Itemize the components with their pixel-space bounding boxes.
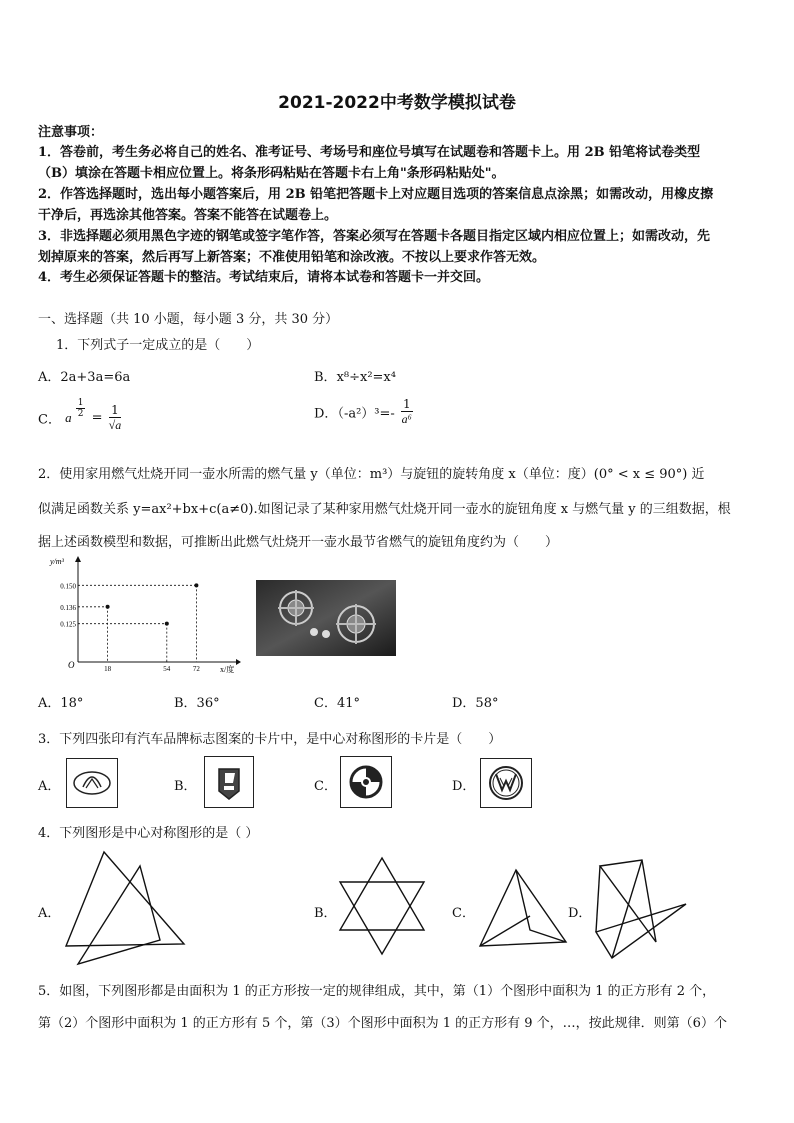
gas-stove-image: [256, 580, 396, 656]
q4-figure-c: [476, 868, 572, 954]
x-tick-label: 18: [104, 665, 112, 673]
x-tick-label: 54: [163, 665, 171, 673]
data-point: [194, 583, 198, 587]
q3-card-a: [66, 758, 118, 808]
q4-figure-a: [60, 850, 188, 970]
notice-line: 2．作答选择题时，选出每小题答案后，用 2B 铅笔把答题卡上对应题目选项的答案信息点涂黑；如需改动，用橡皮擦: [38, 187, 714, 202]
q4-figure-b: [334, 856, 430, 956]
q5-line: 第（2）个图形中面积为 1 的正方形有 5 个，第（3）个图形中面积为 1 的正方形有 9 个，…，按此规律．则第（6）个: [38, 1016, 727, 1031]
q2-line: 似满足函数关系 y=ax²+bx+c(a≠0).如图记录了某种家用燃气灶烧开同一壶水的旋钮角度 x 与燃气量 y 的三组数据，根: [38, 502, 731, 517]
q4-label-a: A．: [38, 906, 61, 921]
q1-option-d: [314, 398, 415, 426]
q1-option-a: A．2a+3a=6a: [38, 370, 131, 385]
notice-line: 4．考生必须保证答题卡的整洁。考试结束后，请将本试卷和答题卡一并交回。: [38, 270, 490, 285]
x-axis-label: x/度: [220, 665, 235, 674]
q1-c-exp-denominator: 2: [77, 409, 84, 419]
q1-option-d-expr: （-a²）³=-: [337, 406, 395, 422]
notice-line: 3．非选择题必须用黑色字迹的钢笔或签字笔作答，答案必须写在答题卡各题目指定区域内相应位置上；如需改动，先: [38, 229, 711, 244]
q1-option-d-label: D．: [314, 406, 338, 422]
x-tick-label: 72: [192, 665, 200, 673]
logo-b-icon: [205, 757, 253, 807]
q1-c-equals: =: [91, 410, 103, 426]
data-point: [106, 605, 110, 609]
page-title: 2021-2022中考数学模拟试卷: [278, 93, 516, 113]
q3-card-c: [340, 756, 392, 808]
q4-label-b: B．: [314, 906, 337, 921]
q3-card-d: [480, 758, 532, 808]
q1-option-c: [38, 398, 123, 432]
y-tick-label: 0.125: [60, 620, 76, 629]
logo-d-icon: [481, 759, 531, 807]
q3-label-d: D．: [452, 779, 476, 794]
q1-c-exp-numerator: 1: [77, 398, 84, 408]
section-heading: 一、选择题（共 10 小题，每小题 3 分，共 30 分）: [38, 312, 339, 327]
q4-figure-d: [592, 858, 692, 962]
q3-label-b: B．: [174, 779, 197, 794]
knob-right: [322, 630, 330, 638]
q1-stem: 1．下列式子一定成立的是（ ）: [56, 338, 260, 353]
y-axis-label: y/m³: [50, 557, 64, 566]
q1-c-base: a: [65, 409, 72, 425]
q4-label-d: D．: [568, 906, 592, 921]
data-point: [165, 622, 169, 626]
q2-line: 2．使用家用燃气灶烧开同一壶水所需的燃气量 y（单位：m³）与旋钮的旋转角度 x（单位：度）(0° < x ≤ 90°) 近: [38, 467, 705, 482]
notice-line: 划掉原来的答案，然后再写上新答案；不准使用铅笔和涂改液。不按以上要求作答无效。: [38, 250, 546, 265]
q2-option-b: B．36°: [174, 696, 220, 711]
q1-option-b: [314, 366, 396, 385]
q1-c-numerator: 1: [109, 404, 122, 418]
q1-c-denominator: √a: [108, 417, 122, 432]
q1-option-c-label: C．: [38, 412, 61, 428]
q1-d-numerator: 1: [402, 397, 411, 411]
q3-label-a: A．: [38, 779, 61, 794]
q3-label-c: C．: [314, 779, 337, 794]
q2-line: 据上述函数模型和数据，可推断出此燃气灶烧开一壶水最节省燃气的旋钮角度约为（ ）: [38, 535, 559, 550]
q3-stem: 3．下列四张印有汽车品牌标志图案的卡片中，是中心对称图形的卡片是（ ）: [38, 732, 502, 747]
y-tick-label: 0.150: [60, 582, 76, 591]
q3-card-b: [204, 756, 254, 808]
notice-line: （B）填涂在答题卡相应位置上。将条形码粘贴在答题卡右上角"条形码粘贴处"。: [38, 166, 505, 181]
notice-line: 干净后，再选涂其他答案。答案不能答在试题卷上。: [38, 208, 338, 223]
q1-option-b-expr: x⁸÷x²=x⁴: [336, 370, 396, 385]
stove-panel: [256, 580, 396, 656]
q4-label-c: C．: [452, 906, 475, 921]
q2-option-c: C．41°: [314, 696, 360, 711]
q2-option-a: A．18°: [38, 696, 84, 711]
q2-option-d: D．58°: [452, 696, 499, 711]
y-axis-arrow: [75, 556, 81, 562]
knob-left: [310, 628, 318, 636]
logo-c-icon: [341, 757, 391, 807]
q2-chart: [40, 556, 240, 676]
logo-a-icon: [67, 759, 117, 807]
y-tick-label: 0.136: [60, 603, 76, 612]
q5-line: 5．如图，下列图形都是由面积为 1 的正方形按一定的规律组成，其中，第（1）个图形中面积为 1 的正方形有 2 个，: [38, 984, 716, 999]
origin-label: O: [68, 660, 75, 670]
notice-heading: 注意事项：: [38, 125, 104, 140]
q1-d-denominator: a⁶: [401, 412, 412, 426]
q4-stem: 4．下列图形是中心对称图形的是（ ）: [38, 826, 259, 841]
q1-option-b-label: B．: [314, 370, 337, 385]
x-axis-arrow: [236, 659, 241, 665]
notice-line: 1．答卷前，考生务必将自己的姓名、准考证号、考场号和座位号填写在试题卷和答题卡上。用 2B 铅笔将试卷类型: [38, 145, 701, 160]
